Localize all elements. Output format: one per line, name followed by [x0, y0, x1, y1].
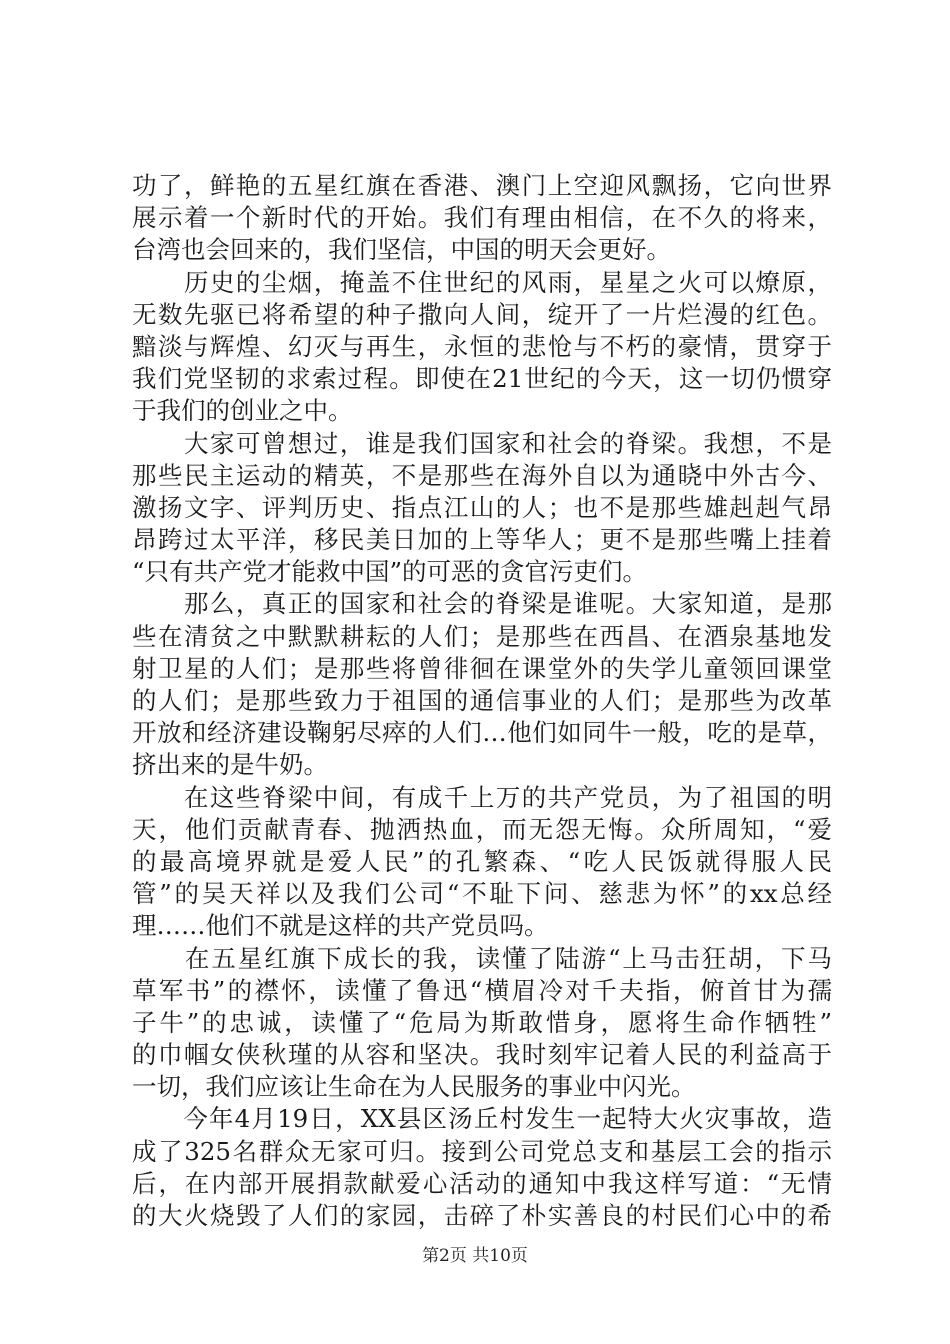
text-line: 历史的尘烟，掩盖不住世纪的风雨，星星之火可以燎原， [132, 267, 832, 297]
text-line: 功了，鲜艳的五星红旗在香港、澳门上空迎风飘扬，它向世界 [132, 171, 832, 200]
text-line: 展示着一个新时代的开始。我们有理由相信，在不久的将来， [132, 203, 832, 233]
document-body [132, 170, 832, 1232]
text-line: 理……他们不就是这样的共产党员吗。 [132, 911, 549, 941]
text-line: 子牛”的忠诚，读懂了“危局为斯敢惜身，愿将生命作牺牲” [132, 1007, 832, 1037]
text-line: 成了325名群众无家可归。接到公司党总支和基层工会的指示 [132, 1136, 832, 1166]
text-line: 我们党坚韧的求索过程。即使在21世纪的今天，这一切仍惯穿 [132, 364, 832, 394]
text-line: 一切，我们应该让生命在为人民服务的事业中闪光。 [132, 1072, 696, 1102]
text-line: 今年4月19日，XX县区汤丘村发生一起特大火灾事故，造 [132, 1104, 832, 1134]
text-line: 于我们的创业之中。 [132, 396, 353, 426]
text-line: 黯淡与辉煌、幻灭与再生，永恒的悲怆与不朽的豪情，贯穿于 [132, 331, 832, 361]
text-line: 天，他们贡献青春、抛洒热血，而无怨无悔。众所周知，“爱 [132, 814, 832, 844]
text-line: 的巾帼女侠秋瑾的从容和坚决。我时刻牢记着人民的利益高于 [132, 1040, 832, 1070]
text-line: 的人们；是那些致力于祖国的通信事业的人们；是那些为改革 [132, 686, 832, 715]
text-line: “只有共产党才能救中国”的可恶的贪官污吏们。 [132, 557, 648, 587]
text-line: 管”的吴天祥以及我们公司“不耻下问、慈悲为怀”的xx总经 [132, 879, 832, 909]
text-line: 在五星红旗下成长的我，读懂了陆游“上马击狂胡，下马 [132, 943, 832, 973]
text-line: 台湾也会回来的，我们坚信，中国的明天会更好。 [132, 235, 671, 265]
text-line: 昂跨过太平洋，移民美日加的上等华人；更不是那些嘴上挂着 [132, 525, 832, 555]
text-line: 无数先驱已将希望的种子撒向人间，绽开了一片烂漫的红色。 [132, 299, 832, 329]
text-line: 在这些脊梁中间，有成千上万的共产党员，为了祖国的明 [132, 782, 832, 812]
text-line: 的最高境界就是爱人民”的孔繁森、“吃人民饭就得服人民 [132, 846, 832, 876]
text-line: 激扬文字、评判历史、指点江山的人；也不是那些雄赳赳气昂 [132, 492, 832, 522]
text-line: 些在清贫之中默默耕耘的人们；是那些在西昌、在酒泉基地发 [132, 621, 832, 651]
page-footer: 第2页 共10页 [422, 1246, 528, 1266]
text-line: 大家可曾想过，谁是我们国家和社会的脊梁。我想，不是 [132, 428, 832, 458]
text-line: 草军书”的襟怀，读懂了鲁迅“横眉冷对千夫指，俯首甘为孺 [132, 975, 832, 1005]
text-line: 后，在内部开展捐款献爱心活动的通知中我这样写道：“无情 [132, 1168, 832, 1198]
text-line: 挤出来的是牛奶。 [132, 750, 328, 780]
text-line: 那么，真正的国家和社会的脊梁是谁呢。大家知道，是那 [132, 589, 832, 619]
text-line: 射卫星的人们；是那些将曾徘徊在课堂外的失学儿童领回课堂 [132, 653, 832, 683]
text-line: 的大火烧毁了人们的家园，击碎了朴实善良的村民们心中的希 [132, 1201, 832, 1230]
text-line: 那些民主运动的精英，不是那些在海外自以为通晓中外古今、 [132, 460, 832, 490]
text-line: 开放和经济建设鞠躬尽瘁的人们…他们如同牛一般，吃的是草， [132, 718, 832, 748]
